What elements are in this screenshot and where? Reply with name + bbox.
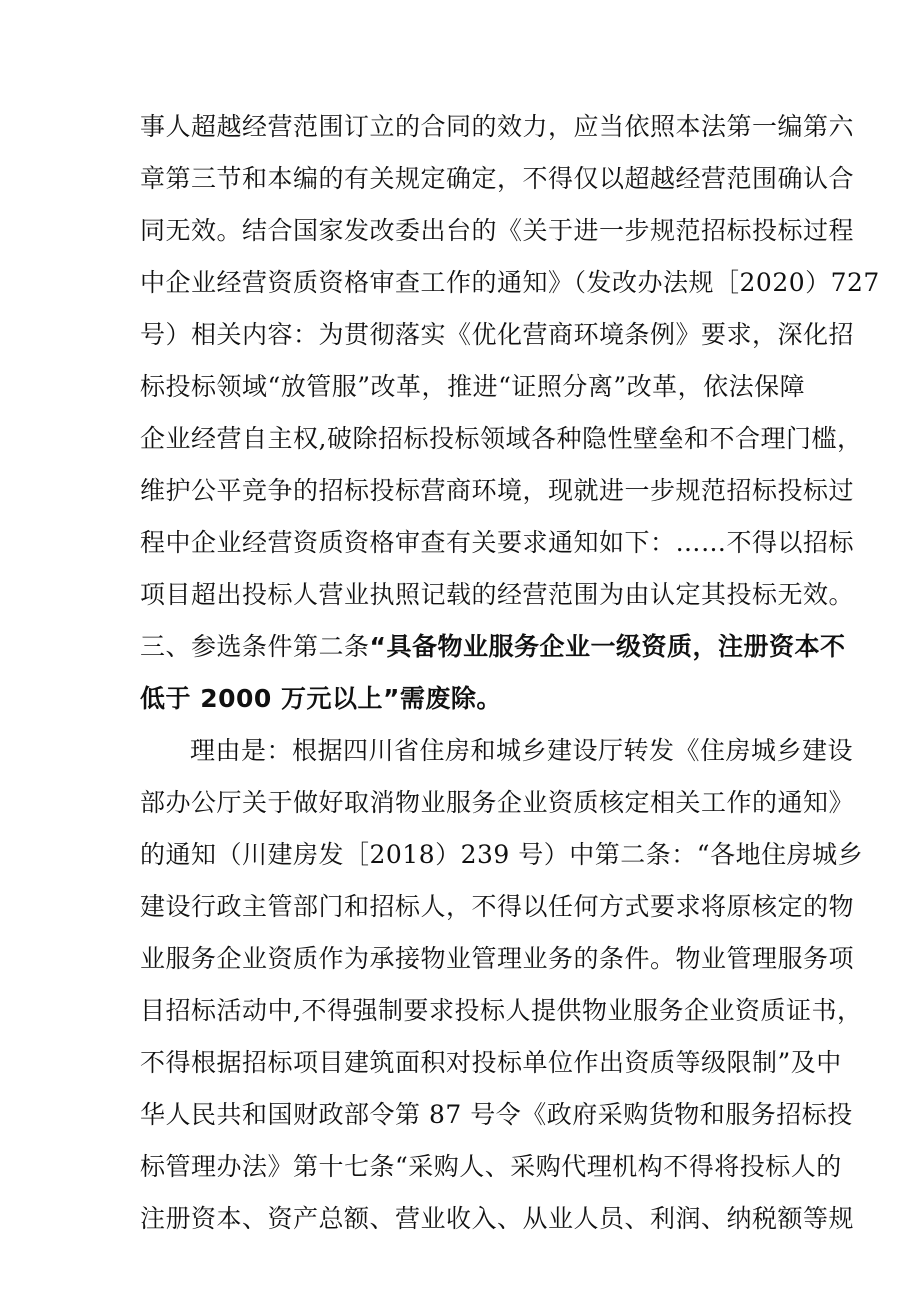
paragraph-line: 部办公厅关于做好取消物业服务企业资质核定相关工作的通知》	[140, 788, 855, 817]
paragraph-line: 标投标领域“放管服”改革，推进“证照分离”改革，依法保障	[140, 372, 806, 401]
paragraph-line: 目招标活动中,不得强制要求投标人提供物业服务企业资质证书，	[140, 996, 863, 1025]
paragraph-line: 业服务企业资质作为承接物业管理业务的条件。物业管理服务项	[140, 944, 855, 973]
paragraph-line: 事人超越经营范围订立的合同的效力，应当依照本法第一编第六	[140, 112, 855, 141]
section-heading	[140, 627, 846, 667]
heading-prefix: 三、参选条件第二条	[140, 632, 370, 661]
paragraph-line: 标管理办法》第十七条“采购人、采购代理机构不得将投标人的	[140, 1152, 842, 1181]
heading-bold-text: “具备物业服务企业一级资质，注册资本不	[369, 632, 846, 661]
paragraph-line: 注册资本、资产总额、营业收入、从业人员、利润、纳税额等规	[140, 1204, 855, 1233]
paragraph-line: 号）相关内容：为贯彻落实《优化营商环境条例》要求，深化招	[140, 320, 855, 349]
paragraph-line: 华人民共和国财政部令第 87 号令《政府采购货物和服务招标投	[140, 1100, 853, 1129]
paragraph-line: 不得根据招标项目建筑面积对投标单位作出资质等级限制”及中	[140, 1048, 842, 1077]
paragraph-line: 维护公平竞争的招标投标营商环境，现就进一步规范招标投标过	[140, 476, 855, 505]
paragraph-line: 建设行政主管部门和招标人，不得以任何方式要求将原核定的物	[140, 892, 855, 921]
paragraph-line: 项目超出投标人营业执照记载的经营范围为由认定其投标无效。	[140, 580, 855, 609]
heading-bold-continuation: 低于 2000 万元以上”需废除。	[140, 684, 502, 713]
paragraph-line: 章第三节和本编的有关规定确定，不得仅以超越经营范围确认合	[140, 164, 855, 193]
paragraph-line: 理由是：根据四川省住房和城乡建设厅转发《住房城乡建设	[190, 736, 854, 765]
paragraph-line: 企业经营自主权,破除招标投标领域各种隐性壁垒和不合理门槛，	[140, 424, 863, 453]
paragraph-line: 的通知（川建房发［2018）239 号）中第二条：“各地住房城乡	[140, 840, 864, 869]
paragraph-line: 中企业经营资质资格审查工作的通知》（发改办法规［2020）727	[140, 268, 880, 297]
paragraph-line: 程中企业经营资质资格审查有关要求通知如下：……不得以招标	[140, 528, 855, 557]
paragraph-line: 同无效。结合国家发改委出台的《关于进一步规范招标投标过程	[140, 216, 855, 245]
